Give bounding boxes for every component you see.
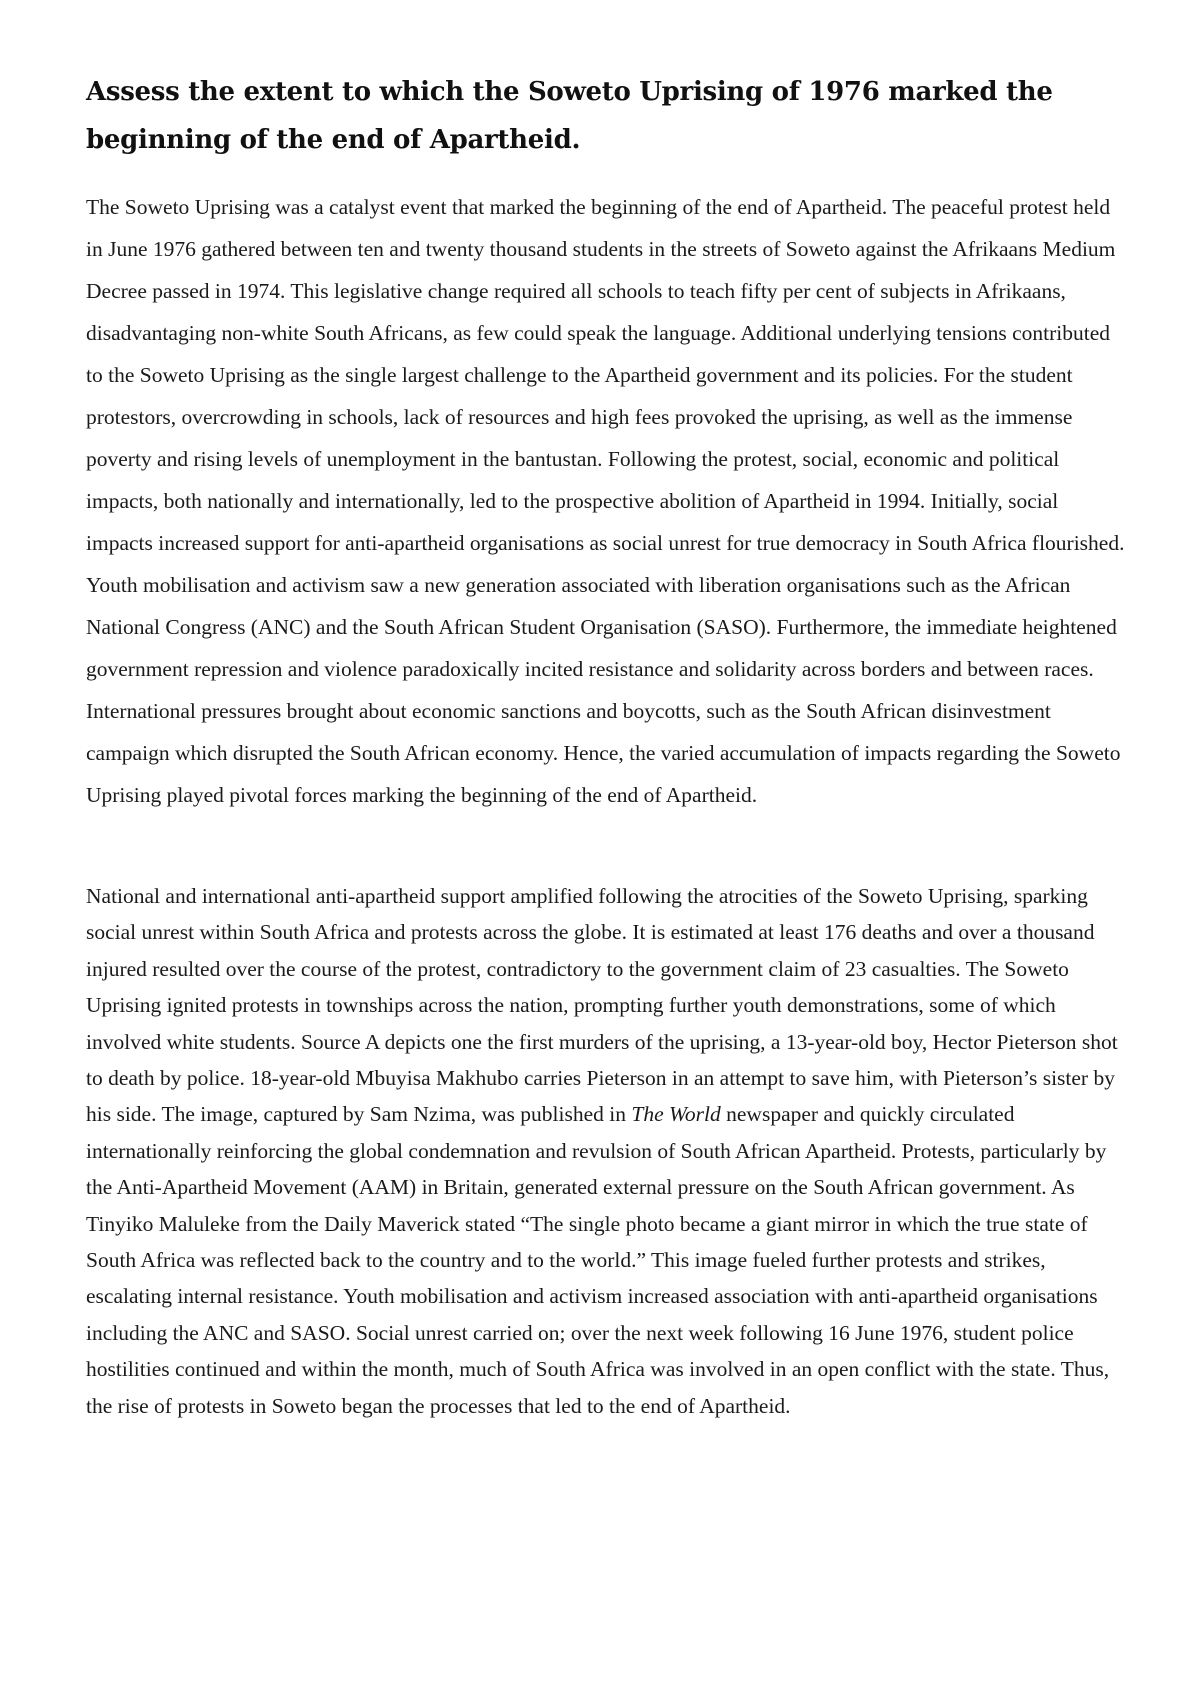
paragraph-body-text-start: National and international anti-apartheid support amplified following the atrocities of the Soweto Uprising, sparking social unrest within South Africa and protests across the globe. It is estimated at least 176 deaths and over a thousand injured resulted over the course of the protest, contradictory to the government claim of 23 casualties. The Soweto Uprising ignited protests in townships across the nation, prompting further youth demonstrations, some of which involved white students. Source A depicts one the first murders of the uprising, a 13-year-old boy, Hector Pieterson shot to death by police. 18-year-old Mbuyisa Makhubo carries Pieterson in an attempt to save him, with Pieterson’s sister by his side. The image, captured by Sam Nzima, was published in [86,884,1118,1127]
paragraph-introduction: The Soweto Uprising was a catalyst event that marked the beginning of the end of Apartheid. The peaceful protest held in June 1976 gathered between ten and twenty thousand students in the streets of Soweto against the Afrikaans Medium Decree passed in 1974. This legislative change required all schools to teach fifty per cent of subjects in Afrikaans, disadvantaging non-white South Africans, as few could speak the language. Additional underlying tensions contributed to the Soweto Uprising as the single largest challenge to the Apartheid government and its policies. For the student protestors, overcrowding in schools, lack of resources and high fees provoked the uprising, as well as the immense poverty and rising levels of unemployment in the bantustan. Following the protest, social, economic and political impacts, both nationally and internationally, led to the prospective abolition of Apartheid in 1994. Initially, social impacts increased support for anti-apartheid organisations as social unrest for true democracy in South Africa flourished. Youth mobilisation and activism saw a new generation associated with liberation organisations such as the African National Congress (ANC) and the South African Student Organisation (SASO). Furthermore, the immediate heightened government repression and violence paradoxically incited resistance and solidarity across borders and between races. International pressures brought about economic sanctions and boycotts, such as the South African disinvestment campaign which disrupted the South African economy. Hence, the varied accumulation of impacts regarding the Soweto Uprising played pivotal forces marking the beginning of the end of Apartheid. [86,195,1125,807]
paragraph-body-text-end: newspaper and quickly circulated internationally reinforcing the global condemnation and revulsion of South African Apartheid. Protests, particularly by the Anti-Apartheid Movement (AAM) in Britain, generated external pressure on the South African government. As Tinyiko Maluleke from the Daily Maverick stated “The single photo became a giant mirror in which the true state of South Africa was reflected back to the country and to the world.” This image fueled further protests and strikes, escalating internal resistance. Youth mobilisation and activism increased association with anti-apartheid organisations including the ANC and SASO. Social unrest carried on; over the next week following 16 June 1976, student police hostilities continued and within the month, much of South Africa was involved in an open conflict with the state. Thus, the rise of protests in Soweto began the processes that led to the end of Apartheid. [86,1102,1110,1418]
essay-title: Assess the extent to which the Soweto Uprising of 1976 marked the beginning of the end of Apartheid. [86,77,1053,155]
paragraph-body [86,878,1126,1424]
newspaper-title: The World [631,1102,721,1127]
document-page [86,68,1126,1424]
